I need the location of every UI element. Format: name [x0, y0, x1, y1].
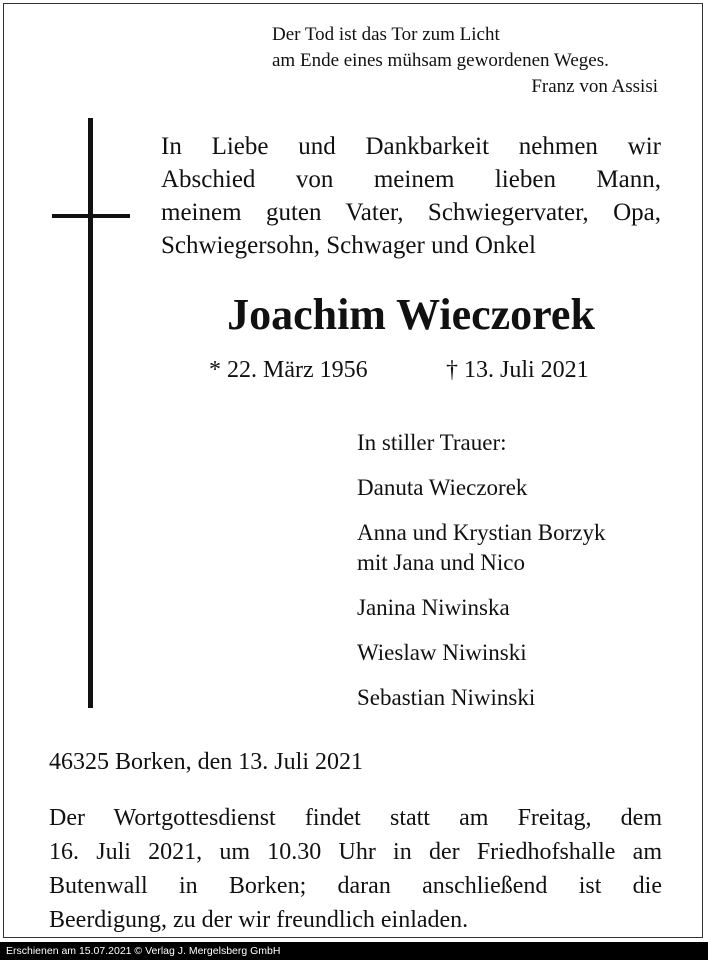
cross-icon-bar: [52, 214, 130, 218]
service-line: Butenwall in Borken; daran anschließend ist die: [49, 873, 662, 899]
obituary-frame: [3, 3, 703, 938]
motto-line: am Ende eines mühsam gewordenen Weges.: [272, 50, 609, 71]
birth-date: * 22. März 1956: [209, 357, 368, 383]
publication-credit: Erschienen am 15.07.2021 © Verlag J. Mergelsberg GmbH: [6, 945, 281, 957]
service-line: Der Wortgottesdienst findet statt am Freitag, dem: [49, 805, 662, 831]
mourner-entry: [357, 518, 687, 578]
mourner-entry: [357, 638, 687, 668]
cross-icon: [88, 118, 93, 708]
intro-text: [161, 130, 661, 262]
mourner-name: Anna und Krystian Borzyk: [357, 520, 606, 545]
intro-line: meinem guten Vater, Schwiegervater, Opa,: [161, 199, 661, 226]
mourner-name: Janina Niwinska: [357, 595, 510, 620]
death-date: † 13. Juli 2021: [446, 357, 589, 383]
service-line: Beerdigung, zu der wir freundlich einladen.: [49, 907, 469, 933]
motto-line: Der Tod ist das Tor zum Licht: [272, 24, 500, 45]
motto-author: Franz von Assisi: [531, 76, 658, 97]
mourner-name: Danuta Wieczorek: [357, 475, 528, 500]
mourner-name: Sebastian Niwinski: [357, 685, 536, 710]
mourner-name: Wieslaw Niwinski: [357, 640, 527, 665]
intro-line: In Liebe und Dankbarkeit nehmen wir: [161, 133, 661, 160]
publication-footer: [0, 942, 708, 960]
place-and-date: 46325 Borken, den 13. Juli 2021: [49, 749, 363, 775]
mourners-heading: In stiller Trauer:: [357, 430, 507, 455]
mourners-list: [357, 428, 687, 728]
deceased-name: Joachim Wieczorek: [227, 290, 595, 339]
mourner-entry: [357, 683, 687, 713]
mourner-name-continued: mit Jana und Nico: [357, 550, 525, 575]
intro-line: Abschied von meinem lieben Mann,: [161, 166, 661, 193]
service-line: 16. Juli 2021, um 10.30 Uhr in der Friedhofshalle am: [49, 839, 662, 865]
motto-quote: [272, 22, 672, 100]
intro-line: Schwiegersohn, Schwager und Onkel: [161, 232, 536, 259]
funeral-service-info: [49, 801, 662, 937]
mourner-entry: [357, 593, 687, 623]
mourner-entry: [357, 473, 687, 503]
